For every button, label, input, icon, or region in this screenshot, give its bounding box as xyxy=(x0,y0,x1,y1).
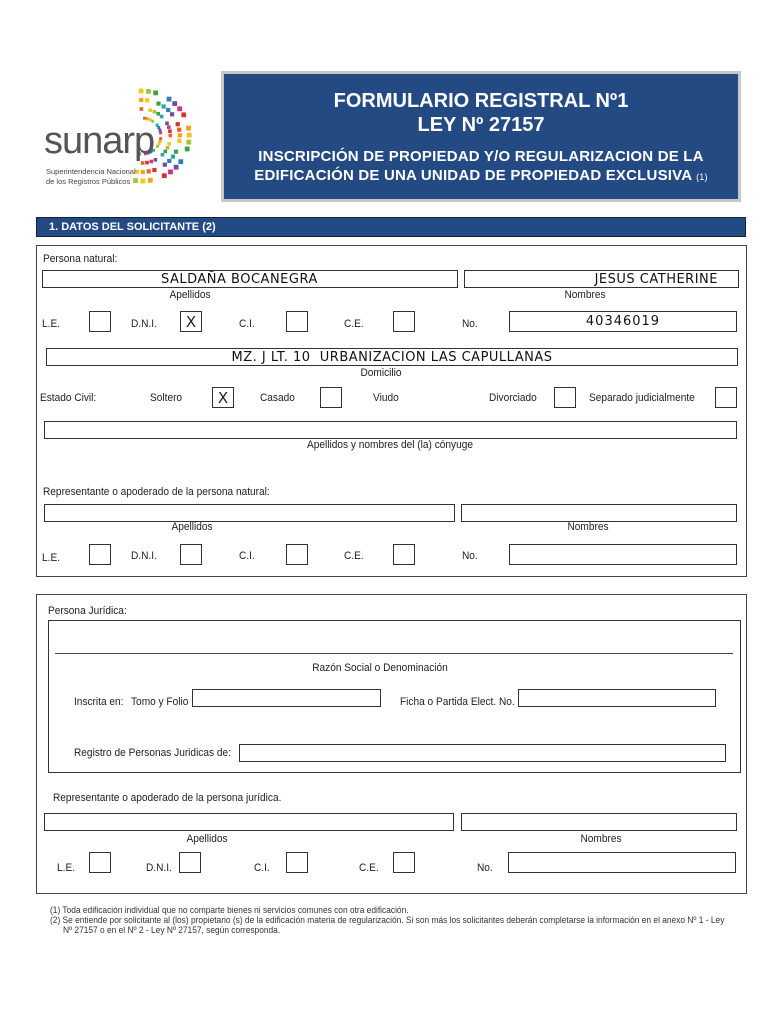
logo-subtitle-2: de los Registros Públicos xyxy=(46,177,131,186)
soltero-checkbox[interactable]: X xyxy=(212,387,234,408)
logo-dot xyxy=(174,150,178,154)
ce-label: C.E. xyxy=(344,318,364,330)
apellidos-label: Apellidos xyxy=(169,289,211,301)
conyuge-label: Apellidos y nombres del (la) cónyuge xyxy=(307,439,473,451)
rep-ce-checkbox[interactable] xyxy=(393,544,415,565)
logo-dot xyxy=(172,101,177,106)
logo-dot xyxy=(152,168,156,172)
rep-natural-nombres-field[interactable] xyxy=(461,504,737,522)
doc-number-field[interactable] xyxy=(509,311,737,332)
logo-dot xyxy=(163,163,167,167)
no-label: No. xyxy=(462,318,478,330)
logo-dot xyxy=(170,112,174,116)
registro-label: Registro de Personas Juridicas de: xyxy=(74,747,231,759)
ci-label: C.I. xyxy=(239,318,255,330)
logo-dot xyxy=(166,146,170,150)
footnote-1: (1) Toda edificación individual que no comparte bienes ni servicios comunes con otra edificación. xyxy=(50,905,409,915)
persona-juridica-label: Persona Jurídica: xyxy=(48,605,127,617)
separado-checkbox[interactable] xyxy=(715,387,737,408)
logo-dot xyxy=(187,133,192,138)
logo-dot xyxy=(146,89,151,94)
logo-dot xyxy=(159,140,162,143)
jur-ci-label: C.I. xyxy=(254,862,270,874)
footnote-2a: (2) Se entiende por solicitante al (los) propietario (s) de la edificación materia de regularización. Si son más los solicitantes deberán completarse la información en el anexo Nº 1 - Ley xyxy=(50,915,725,925)
logo-dot xyxy=(141,170,145,174)
jur-dni-checkbox[interactable] xyxy=(179,852,201,873)
rep-natural-apellidos-field[interactable] xyxy=(44,504,455,522)
rep-ci-checkbox[interactable] xyxy=(286,544,308,565)
rep-juridica-label: Representante o apoderado de la persona jurídica. xyxy=(53,792,282,804)
jur-ci-checkbox[interactable] xyxy=(286,852,308,873)
form-subtitle-2-text: EDIFICACIÓN DE UNA UNIDAD DE PROPIEDAD EXCLUSIVA xyxy=(254,167,692,184)
sunarp-logo xyxy=(40,82,220,192)
logo-dot xyxy=(148,178,153,183)
ficha-field[interactable] xyxy=(518,689,716,707)
logo-dot xyxy=(161,153,165,157)
logo-subtitle-1: Superintendencia Nacional xyxy=(46,167,136,176)
soltero-label: Soltero xyxy=(150,392,183,404)
rep-le-checkbox[interactable] xyxy=(89,544,111,565)
nombres-value: JESUS CATHERINE xyxy=(594,271,718,287)
rep-doc-number-field[interactable] xyxy=(509,544,737,565)
rep-juridica-nombres-label: Nombres xyxy=(580,833,622,845)
doc-number-value: 40346019 xyxy=(585,314,661,329)
casado-checkbox[interactable] xyxy=(320,387,342,408)
logo-dot xyxy=(162,173,167,178)
form-subtitle-2 xyxy=(224,167,738,184)
logo-dot xyxy=(145,98,149,102)
logo-dot xyxy=(167,159,171,163)
logo-dot xyxy=(171,155,175,159)
tomo-field[interactable] xyxy=(192,689,381,707)
rep-juridica-nombres-field[interactable] xyxy=(461,813,737,831)
rep-le-label: L.E. xyxy=(42,552,61,564)
logo-dot xyxy=(157,126,160,129)
logo-dot xyxy=(153,110,157,114)
conyuge-field[interactable] xyxy=(44,421,737,439)
rep-juridica-apellidos-label: Apellidos xyxy=(186,833,228,845)
ficha-label: Ficha o Partida Elect. No. xyxy=(400,696,515,708)
logo-dot xyxy=(158,129,161,132)
logo-brand: sunarp xyxy=(44,120,155,162)
logo-dot xyxy=(160,115,164,119)
logo-dot xyxy=(186,140,191,145)
logo-dot xyxy=(167,97,172,102)
le-checkbox[interactable] xyxy=(89,311,111,332)
logo-dot xyxy=(148,108,152,112)
logo-dot xyxy=(159,137,162,140)
logo-dot xyxy=(169,134,173,138)
razon-social-line xyxy=(55,653,733,654)
domicilio-value: MZ. J LT. 10 URBANIZACION LAS CAPULLANAS xyxy=(231,349,553,365)
logo-dot xyxy=(186,126,191,131)
rep-ci-label: C.I. xyxy=(239,550,255,562)
logo-dot xyxy=(159,131,162,134)
le-label: L.E. xyxy=(42,318,61,330)
logo-dot xyxy=(156,102,160,106)
logo-dot xyxy=(139,98,143,102)
viudo-label: Viudo xyxy=(373,392,399,404)
logo-dot xyxy=(185,147,190,152)
logo-dot xyxy=(156,112,160,116)
rep-dni-label: D.N.I. xyxy=(131,550,157,562)
separado-label: Separado judicialmente xyxy=(589,392,695,404)
logo-dot xyxy=(167,142,171,146)
logo-dot xyxy=(177,106,182,111)
ce-checkbox[interactable] xyxy=(393,311,415,332)
persona-natural-label: Persona natural: xyxy=(43,253,118,265)
rep-ce-label: C.E. xyxy=(344,550,364,562)
form-title-2: LEY Nº 27157 xyxy=(417,114,545,136)
logo-dot xyxy=(139,89,144,94)
domicilio-label: Domicilio xyxy=(360,367,402,379)
rep-natural-apellidos-label: Apellidos xyxy=(171,521,213,533)
rep-natural-nombres-label: Nombres xyxy=(567,521,609,533)
jur-le-label: L.E. xyxy=(57,862,76,874)
form-header xyxy=(221,71,741,202)
tomo-label: Tomo y Folio xyxy=(131,696,189,708)
logo-dot xyxy=(162,104,166,108)
razon-social-label: Razón Social o Denominación xyxy=(312,662,448,674)
jur-no-label: No. xyxy=(477,862,493,874)
logo-dot xyxy=(174,165,179,170)
logo-dot xyxy=(167,125,171,129)
logo-dot xyxy=(178,133,182,137)
nombres-label: Nombres xyxy=(564,289,606,301)
jur-ce-label: C.E. xyxy=(359,862,379,874)
nombres-field[interactable] xyxy=(464,270,739,288)
form-subtitle-1: INSCRIPCIÓN DE PROPIEDAD Y/O REGULARIZACION DE LA xyxy=(258,148,704,165)
logo-dot xyxy=(141,179,146,184)
jur-doc-number-field[interactable] xyxy=(508,852,736,873)
form-title-1: FORMULARIO REGISTRAL Nº1 xyxy=(333,90,629,112)
jur-le-checkbox[interactable] xyxy=(89,852,111,873)
jur-ce-checkbox[interactable] xyxy=(393,852,415,873)
representante-natural-label: Representante o apoderado de la persona natural: xyxy=(43,486,270,498)
apellidos-value: SALDAÑA BOCANEGRA xyxy=(161,271,318,287)
logo-dot xyxy=(140,107,144,111)
logo-dot xyxy=(164,150,168,154)
apellidos-field[interactable] xyxy=(42,270,458,288)
logo-dot xyxy=(181,112,186,117)
rep-juridica-apellidos-field[interactable] xyxy=(44,813,454,831)
rep-no-label: No. xyxy=(462,550,478,562)
form-subtitle-note: (1) xyxy=(696,172,708,182)
estado-civil-label: Estado Civil: xyxy=(40,392,97,404)
logo-dot xyxy=(177,128,181,132)
logo-dot xyxy=(168,170,173,175)
logo-dot xyxy=(133,178,138,183)
jur-dni-label: D.N.I. xyxy=(146,862,172,874)
rep-dni-checkbox[interactable] xyxy=(180,544,202,565)
divorciado-checkbox[interactable] xyxy=(554,387,576,408)
section-1-title: 1. DATOS DEL SOLICITANTE (2) xyxy=(36,217,746,237)
divorciado-label: Divorciado xyxy=(489,392,537,404)
logo-dot xyxy=(165,122,169,126)
logo-dot xyxy=(176,122,180,126)
domicilio-field[interactable] xyxy=(46,348,738,366)
logo-dot xyxy=(168,129,172,133)
logo-dot xyxy=(156,145,159,148)
logo-dot xyxy=(177,139,181,143)
logo-dot xyxy=(147,169,151,173)
footnote-2b: Nº 27157 o en el Nº 2 - Ley Nº 27157, según corresponda. xyxy=(63,925,281,935)
registro-field[interactable] xyxy=(239,744,726,762)
section-1-box xyxy=(36,245,747,577)
dni-label: D.N.I. xyxy=(131,318,157,330)
inscrita-label: Inscrita en: xyxy=(74,696,124,708)
ci-checkbox[interactable] xyxy=(286,311,308,332)
casado-label: Casado xyxy=(260,392,295,404)
logo-dot xyxy=(166,108,170,112)
logo-dot xyxy=(153,91,158,96)
logo-dot xyxy=(178,159,183,164)
dni-checkbox[interactable]: X xyxy=(180,311,202,332)
